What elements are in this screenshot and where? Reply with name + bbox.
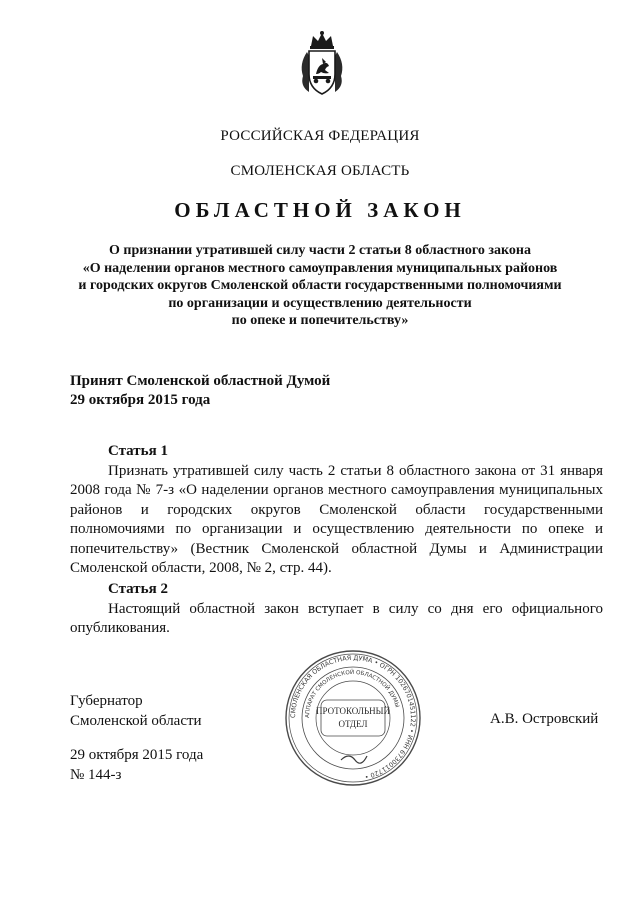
adoption-body: Принят Смоленской областной Думой	[70, 373, 331, 389]
article-text: Настоящий областной закон вступает в силу со дня его официального опубликования.	[70, 600, 603, 636]
document-footer	[70, 746, 203, 785]
stamp-center-line: ПРОТОКОЛЬНЫЙ	[316, 706, 390, 716]
law-number: № 144-з	[70, 766, 122, 783]
article-2	[70, 580, 603, 639]
country-name: РОССИЙСКАЯ ФЕДЕРАЦИЯ	[220, 128, 420, 144]
stamp-center-line: ОТДЕЛ	[338, 719, 368, 729]
stamp-outer-text: СМОЛЕНСКАЯ ОБЛАСТНАЯ ДУМА • ОГРН 1026701451122 • ИНН 6730011720 •	[288, 653, 418, 781]
article-text: Признать утратившей силу часть 2 статьи 8 областного закона от 31 января 2008 года № 7-з «О наделении органов местного самоуправления муниципальных районов и городских округов Смоленской области государственными полномочиями по организации и осуществлению деятельности по опеке и попечительству» (Вестник Смоленской областной Думы и Администрации Смоленской области, 2008, № 2, стр. 44).	[70, 462, 603, 576]
signing-date: 29 октября 2015 года	[70, 747, 204, 763]
signatory-title	[70, 692, 202, 731]
article-1	[70, 442, 603, 579]
law-title-line: «О наделении органов местного самоуправления муниципальных районов	[82, 260, 558, 276]
article-heading: Статья 2	[108, 581, 168, 597]
law-title-line: по организации и осуществлению деятельности	[168, 295, 472, 311]
coat-of-arms-icon	[297, 30, 347, 100]
stamp-inner-text: АППАРАТ СМОЛЕНСКОЙ ОБЛАСТНОЙ ДУМЫ	[304, 669, 400, 719]
law-title	[60, 242, 580, 330]
law-title-line: О признании утратившей силу части 2 статьи 8 областного закона	[109, 243, 531, 258]
document-type-title: ОБЛАСТНОЙ ЗАКОН	[174, 198, 466, 222]
region-name: СМОЛЕНСКАЯ ОБЛАСТЬ	[230, 163, 410, 179]
law-title-line: и городских округов Смоленской области государственными полномочиями	[78, 278, 562, 293]
signature-mark	[341, 756, 367, 763]
signatory-region: Смоленской области	[70, 712, 202, 729]
adoption-info	[70, 372, 330, 410]
signatory-name: А.В. Островский	[490, 711, 599, 727]
official-stamp	[283, 648, 423, 788]
article-heading: Статья 1	[108, 443, 168, 459]
law-title-line: по опеке и попечительству»	[231, 313, 409, 328]
signatory-position: Губернатор	[70, 693, 143, 709]
adoption-date: 29 октября 2015 года	[70, 392, 211, 408]
